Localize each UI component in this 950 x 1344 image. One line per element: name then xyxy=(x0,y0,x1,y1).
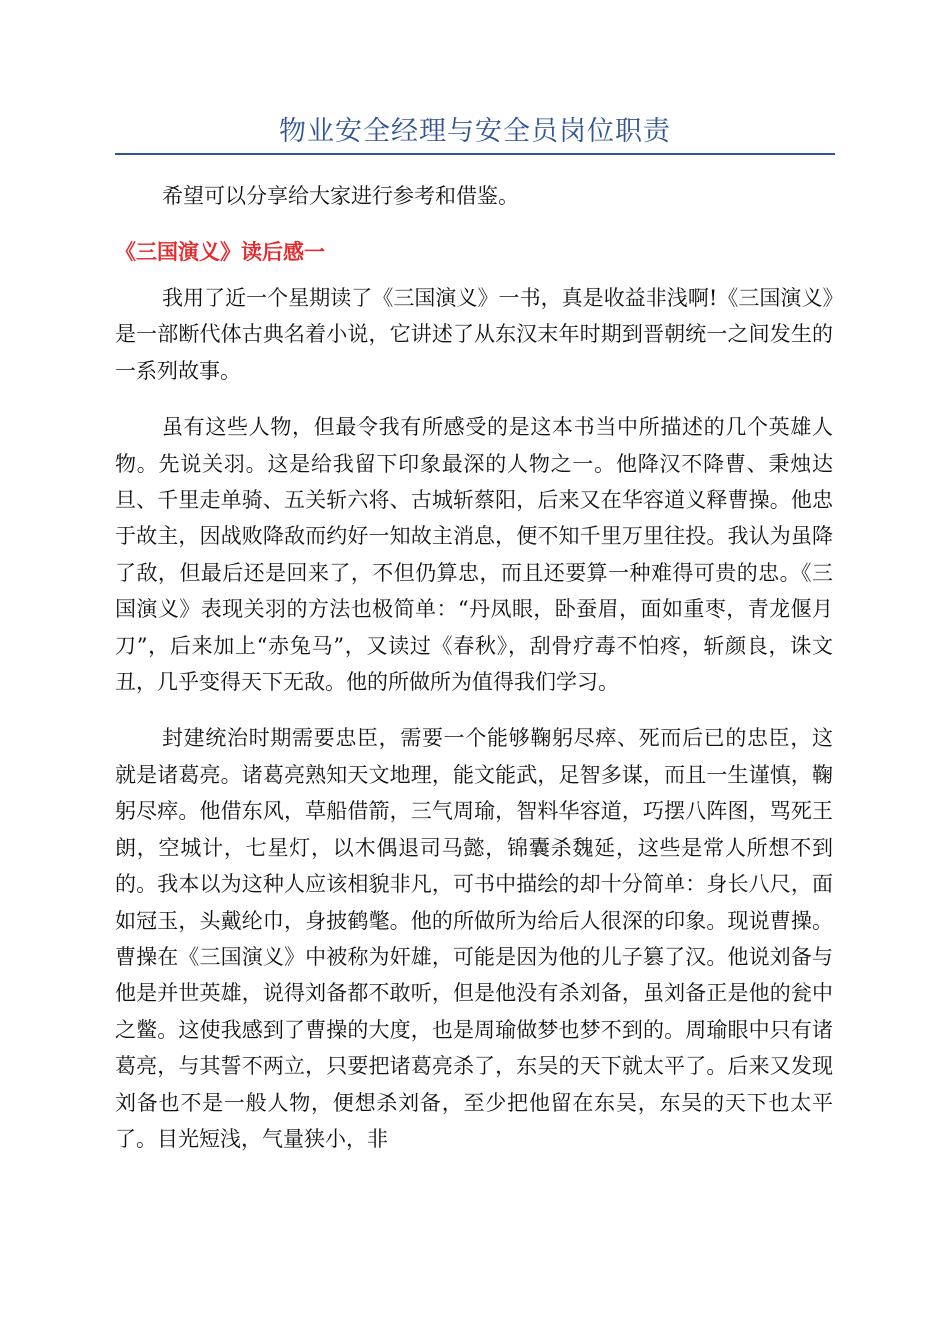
paragraph-1: 我用了近一个星期读了《三国演义》一书，真是收益非浅啊!《三国演义》是一部断代体古典名着小说，它讲述了从东汉末年时期到晋朝统一之间发生的一系列故事。 xyxy=(115,286,833,383)
intro-paragraph: 希望可以分享给大家进行参考和借鉴。 xyxy=(162,184,519,208)
document-title: 物业安全经理与安全员岗位职责 xyxy=(279,116,671,147)
paragraph-3: 封建统治时期需要忠臣，需要一个能够鞠躬尽瘁、死而后已的忠臣，这就是诸葛亮。诸葛亮熟知天文地理，能文能武，足智多谋，而且一生谨慎，鞠躬尽瘁。他借东风，草船借箭，三气周瑜，智料华容道，巧摆八阵图，骂死王朗，空城计，七星灯，以木偶退司马懿，锦囊杀魏延，这些是常人所想不到的。我本以为这种人应该相貌非凡，可书中描绘的却十分简单：身长八尺，面如冠玉，头戴纶巾，身披鹤氅。他的所做所为给后人很深的印象。现说曹操。曹操在《三国演义》中被称为奸雄，可能是因为他的儿子篡了汉。他说刘备与他是并世英雄，说得刘备都不敢听，但是他没有杀刘备，虽刘备正是他的瓮中之鳖。这使我感到了曹操的大度，也是周瑜做梦也梦不到的。周瑜眼中只有诸葛亮，与其誓不两立，只要把诸葛亮杀了，东吴的天下就太平了。后来又发现刘备也不是一般人物，便想杀刘备，至少把他留在东吴，东吴的天下也太平了。目光短浅，气量狭小，非 xyxy=(115,726,833,1151)
section-heading: 《三国演义》读后感一 xyxy=(115,240,325,264)
paragraph-2: 虽有这些人物，但最令我有所感受的是这本书当中所描述的几个英雄人物。先说关羽。这是给我留下印象最深的人物之一。他降汉不降曹、秉烛达旦、千里走单骑、五关斩六将、古城斩蔡阳，后来又在华容道义释曹操。他忠于故主，因战败降敌而约好一知故主消息，便不知千里万里往投。我认为虽降了敌，但最后还是回来了，不但仍算忠，而且还要算一种难得可贵的忠。《三国演义》表现关羽的方法也极简单：“丹凤眼，卧蚕眉，面如重枣，青龙偃月刀”，后来加上“赤兔马”，又读过《春秋》，刮骨疗毒不怕疼，斩颜良，诛文丑，几乎变得天下无敌。他的所做所为值得我们学习。 xyxy=(115,415,833,695)
title-underline xyxy=(115,153,835,155)
document-body xyxy=(115,178,833,1177)
